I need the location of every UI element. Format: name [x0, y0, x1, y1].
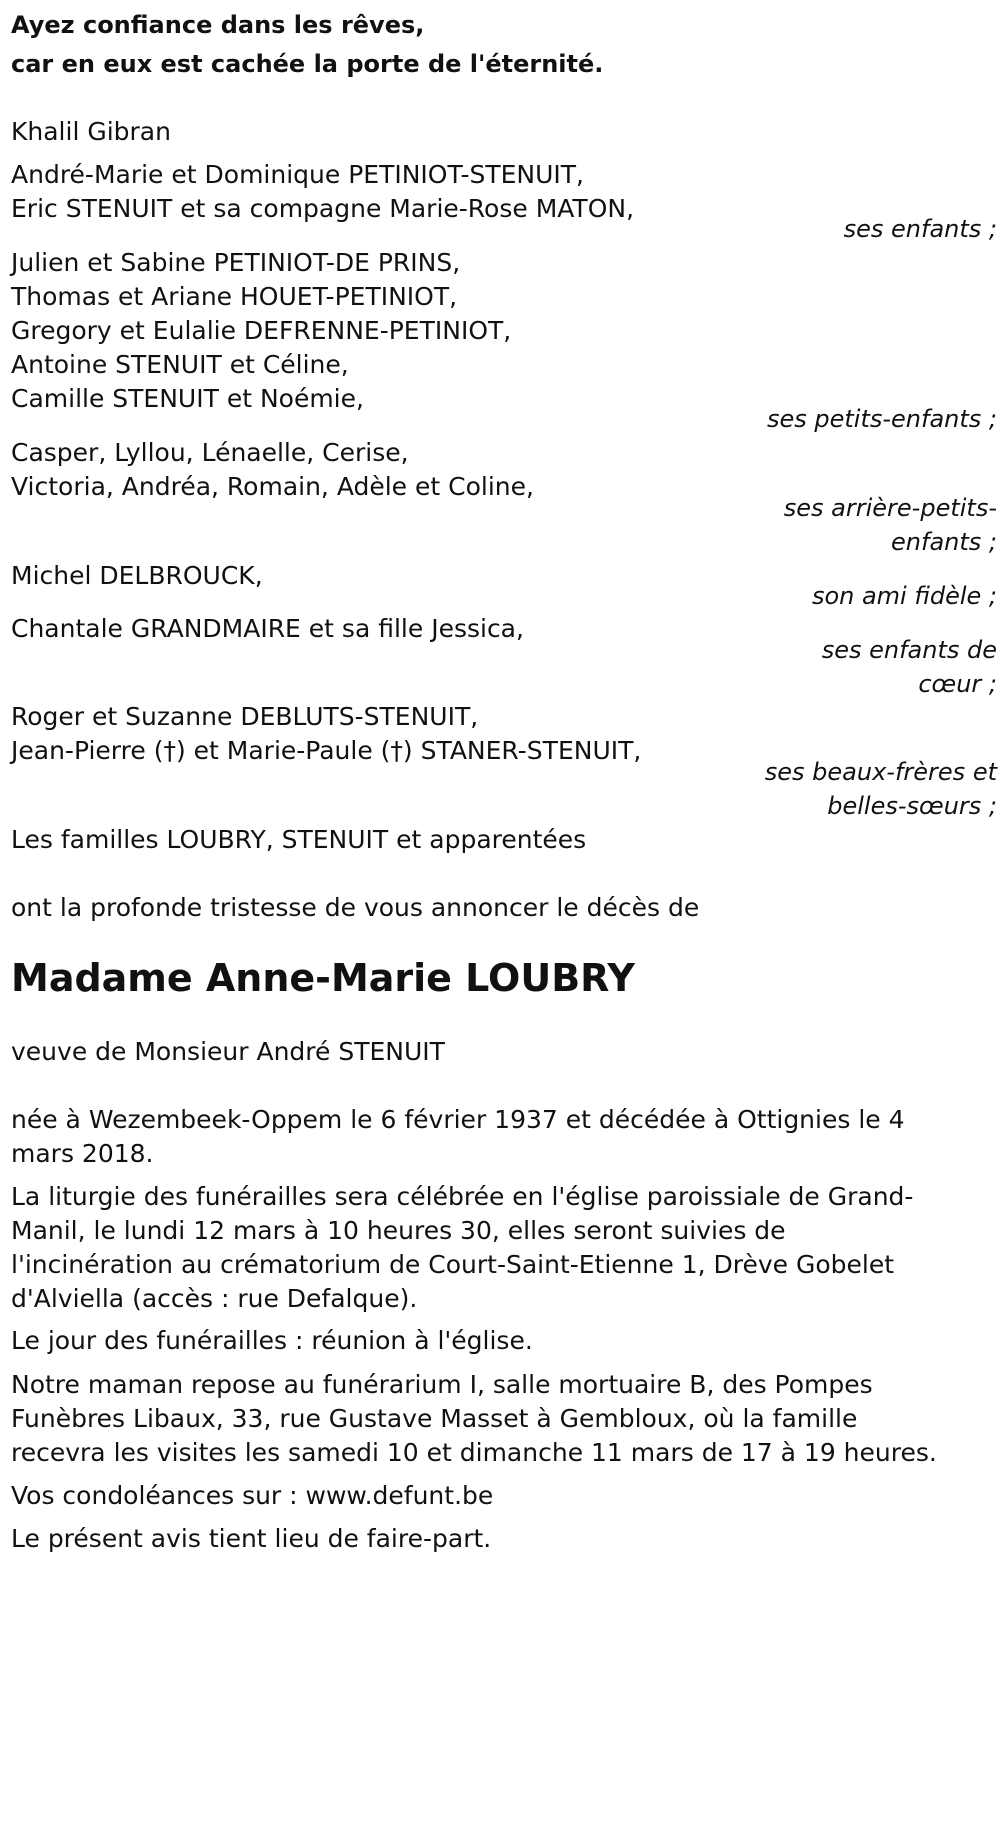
relation-label: ses petits-enfants ;	[766, 405, 997, 433]
rest-line: recevra les visites les samedi 10 et dimanche 11 mars de 17 à 19 heures.	[11, 1438, 937, 1467]
relation-label: ses enfants ;	[843, 215, 997, 243]
family-name-line: Antoine STENUIT et Céline,	[11, 350, 349, 379]
relation-label: enfants ;	[891, 528, 997, 556]
relation-label: ses arrière-petits-	[783, 494, 997, 522]
quote-author: Khalil Gibran	[11, 117, 171, 146]
family-name-line: Gregory et Eulalie DEFRENNE-PETINIOT,	[11, 316, 512, 345]
birth-death-line: née à Wezembeek-Oppem le 6 février 1937 et décédée à Ottignies le 4	[11, 1105, 905, 1134]
family-name-line: Roger et Suzanne DEBLUTS-STENUIT,	[11, 702, 479, 731]
family-name-line: Casper, Lyllou, Lénaelle, Cerise,	[11, 438, 409, 467]
family-name-line: Eric STENUIT et sa compagne Marie-Rose MATON,	[11, 194, 635, 223]
rest-line: Notre maman repose au funérarium I, salle mortuaire B, des Pompes	[11, 1370, 873, 1399]
family-name-line: Chantale GRANDMAIRE et sa fille Jessica,	[11, 614, 524, 643]
quote-line-1: Ayez confiance dans les rêves,	[11, 11, 425, 39]
family-name-line: Julien et Sabine PETINIOT-DE PRINS,	[11, 248, 461, 277]
widow-of: veuve de Monsieur André STENUIT	[11, 1037, 445, 1066]
rest-line: Funèbres Libaux, 33, rue Gustave Masset à Gembloux, où la famille	[11, 1404, 858, 1433]
relation-label: belles-sœurs ;	[827, 792, 997, 820]
announcement-text: ont la profonde tristesse de vous annoncer le décès de	[11, 893, 700, 922]
family-name-line: Michel DELBROUCK,	[11, 561, 263, 590]
family-name-line: Victoria, Andréa, Romain, Adèle et Coline,	[11, 472, 534, 501]
condolences-line: Vos condoléances sur : www.defunt.be	[11, 1481, 494, 1510]
family-name-line: Jean-Pierre (†) et Marie-Paule (†) STANER-STENUIT,	[11, 736, 642, 765]
relation-label: ses enfants de	[821, 636, 997, 664]
relation-label: cœur ;	[918, 670, 997, 698]
meeting-line: Le jour des funérailles : réunion à l'église.	[11, 1326, 533, 1355]
relation-label: son ami fidèle ;	[811, 582, 997, 610]
funeral-line: Manil, le lundi 12 mars à 10 heures 30, elles seront suivies de	[11, 1216, 786, 1245]
family-name-line: Camille STENUIT et Noémie,	[11, 384, 364, 413]
deceased-name: Madame Anne-Marie LOUBRY	[11, 956, 635, 1000]
family-name-line: André-Marie et Dominique PETINIOT-STENUIT,	[11, 160, 584, 189]
relation-label: ses beaux-frères et	[764, 758, 997, 786]
funeral-line: l'incinération au crématorium de Court-Saint-Etienne 1, Drève Gobelet	[11, 1250, 895, 1279]
family-name-line: Thomas et Ariane HOUET-PETINIOT,	[11, 282, 458, 311]
notice-line: Le présent avis tient lieu de faire-part.	[11, 1524, 492, 1553]
funeral-line: La liturgie des funérailles sera célébrée en l'église paroissiale de Grand-	[11, 1182, 914, 1211]
funeral-line: d'Alviella (accès : rue Defalque).	[11, 1284, 418, 1313]
other-families: Les familles LOUBRY, STENUIT et apparentées	[11, 825, 587, 854]
birth-death-line: mars 2018.	[11, 1139, 154, 1168]
quote-line-2: car en eux est cachée la porte de l'éternité.	[11, 50, 604, 78]
